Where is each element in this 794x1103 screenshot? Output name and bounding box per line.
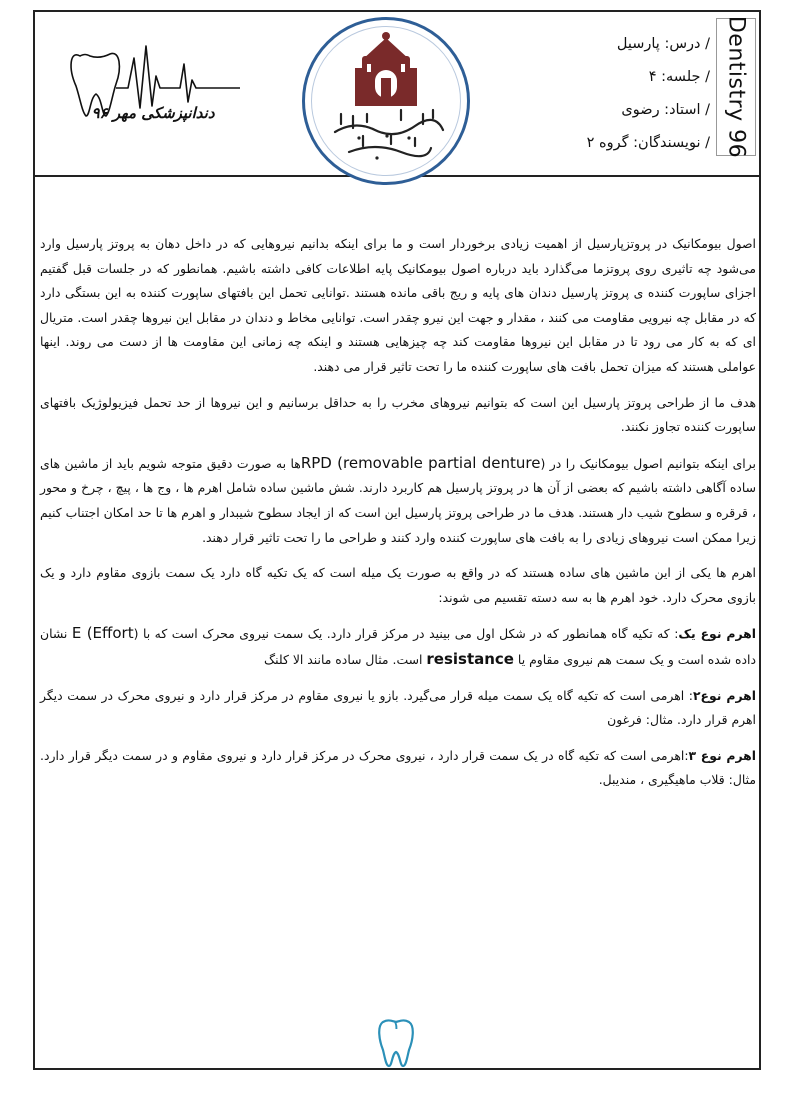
p5-text-a: : که تکیه گاه همانطور که در شکل اول می بینید در مرکز قرار دارد. یک سمت نیروی محرک است که با — [138, 626, 679, 642]
info-authors: / نویسندگان: گروه ۲ — [586, 135, 710, 151]
paragraph-lever-type3 — [40, 744, 756, 793]
paragraph-simple-machines — [40, 451, 756, 550]
p6-text: : اهرمی است که تکیه گاه یک سمت میله قرار می‌گیرد. بازو یا نیروی مقاوم در مرکز قرار دارد و نیروی محرک در سمت دیگر اهرم قرار دارد. مثال: فرغون — [40, 687, 756, 728]
lever-type1-title: اهرم نوع یک — [678, 626, 756, 642]
lever-type2-title: اهرم نوع۲ — [692, 687, 756, 703]
course-label: Dentistry 96 — [723, 15, 749, 159]
lecture-content — [40, 232, 756, 804]
paragraph-lever-type2 — [40, 684, 756, 733]
p3-text-a: برای اینکه بتوانیم اصول بیومکانیک را در — [545, 455, 756, 471]
university-seal — [302, 17, 470, 185]
p5-text-c: است. مثال ساده مانند الا کلنگ — [264, 651, 427, 667]
seal-emblem-icon — [305, 20, 467, 182]
course-label-box — [716, 15, 756, 159]
p5-e: E — [71, 624, 82, 643]
p3-rpd: RPD — [300, 453, 332, 472]
lesson-info — [520, 28, 710, 160]
page-number: ۱ — [392, 1019, 400, 1032]
info-course: / درس: پارسیل — [616, 36, 710, 52]
lever-type3-title: اهرم نوع ۳ — [688, 747, 756, 763]
p7-text: :اهرمی است که تکیه گاه در یک سمت قرار دارد ، نیروی محرک در مرکز قرار دارد و نیروی مقاوم و در سمت دیگر قرار دارد. مثال: قلاب ماهیگیری ، مندیبل. — [40, 747, 756, 788]
p3-paren: (removable partial denture — [331, 453, 541, 472]
p3-text-b: )ها به صورت دقیق متوجه شویم باید از ماشین های ساده آگاهی داشته باشیم که بعضی از آن ها در پروتز پارسیل هم کاربرد دارند. شش ماشین ساده شامل اهرم ها ، وج ها ، پیچ ، چرخ و محور ، قرقره و سطوح شیب دار هستند. هدف ما در طراحی پروتز پارسیل این است که از ایجاد سطوح شیبدار و اهرم ها تا حد امکان اجتناب کنیم زیرا ممکن است نیروهای زیادی را به بافت های ساپورت کننده وارد کنند و طراحی ما را تحت تاثیر قرار دهند. — [40, 455, 756, 545]
paragraph-goal: هدف ما از طراحی پروتز پارسیل این است که بتوانیم نیروهای مخرب را به حداقل برسانیم و این نیروها از حد تحمل فیزیولوژیک بافتهای ساپورت کننده تجاوز نکنند. — [40, 394, 756, 435]
p5-text-b: ) نشان داده شده است و یک سمت هم نیروی مقاوم یا — [40, 626, 756, 667]
info-session: / جلسه: ۴ — [648, 69, 710, 85]
info-professor: / استاد: رضوی — [621, 102, 710, 118]
logo-text: دندانپزشکی مهر ۹۶ — [91, 104, 215, 122]
tooth-ecg-logo-icon — [62, 28, 242, 148]
p5-resistance: resistance — [426, 649, 514, 668]
paragraph-lever-type1 — [40, 621, 756, 672]
p5-effort: (Effort — [81, 624, 134, 643]
paragraph-levers: اهرم ها یکی از این ماشین های ساده هستند که در واقع به صورت یک میله است که یک تکیه گاه دارد یک سمت بازوی مقاوم دارد و یک بازوی محرک دارد. خود اهرم ها به سه دسته تقسیم می شوند: — [40, 565, 756, 605]
paragraph-intro: اصول بیومکانیک در پروتزپارسیل از اهمیت زیادی برخوردار است و ما برای اینکه بدانیم نیروهایی که در داخل دهان به پروتز پارسیل وارد می‌شود چه تاثیری روی پروتزما می‌گذارد باید درباره اصول بیومکانیک پایه اطلاعات کافی داشته باشیم. همانطور که در جلسات قبل گفتیم اجزای ساپورت کننده ی پروتز پارسیل دندان های پایه و ریج باقی مانده هستند .توانایی تحمل این بافتهای ساپورت کننده به این بستگی دارد که در مقابل چه نیرویی مقاومت می کنند ، مقدار و جهت این نیرو چقدر است. توانایی مخاط و دندان در مقابل این نیروها چقدر است. متریال ای که به کار می رود تا در مقابل این نیروها مقاومت کند چه چیزهایی هستند و اینکه چه زمانی این مقاومت ها از دست می روند. اینها عواملی هستند که میزان تحمل بافت های ساپورت کننده ما را تحت تاثیر قرار می دهند. — [40, 236, 756, 374]
